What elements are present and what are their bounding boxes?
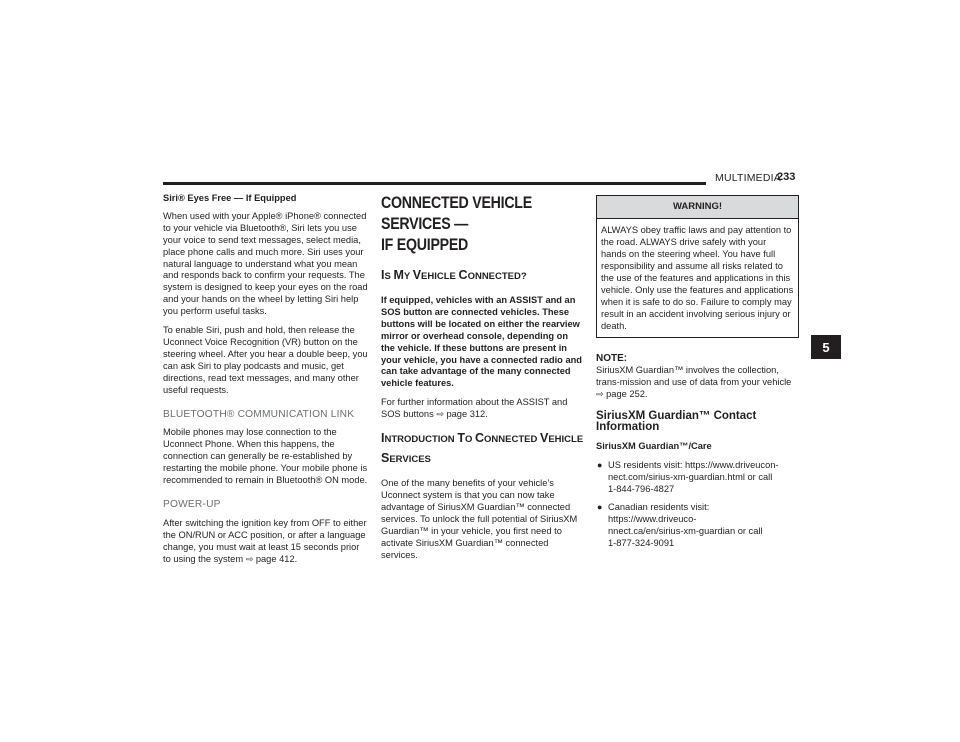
introduction-paragraph: One of the many benefits of your vehicle’s Uconnect system is that you can now take advantage of SiriusXM Guardian™ connected services. To unlock the full potential of SiriusXM Guardian™ in your vehicle, you first need to activate SiriusXM Guardian™ connected services. [381,478,578,560]
siri-paragraph-1: When used with your Apple® iPhone® connected to your vehicle via Bluetooth®, Siri lets you use your voice to send text messages, select media, place phone calls and much more. Siri uses your natural language to understand what you mean and responds back to confirm your requests. The system is designed to keep your eyes on the road and your hands on the wheel by letting Siri help you perform useful tasks. [163,210,368,317]
note-text: SiriusXM Guardian™ involves the collection, trans-mission and use of data from your vehicle [596,364,792,387]
power-up-paragraph [163,518,369,566]
connected-vehicle-bold-paragraph: If equipped, vehicles with an ASSIST and an SOS button are connected vehicles. These buttons will be located on either the rearview mirror or overhead console, depending on the vehicle. If these buttons are present in your vehicle, you have a connected radio and can take advantage of the many connected vehicle features. [381,295,582,389]
bluetooth-paragraph: Mobile phones may lose connection to the Uconnect Phone. When this happens, the connection can generally be re-established by restarting the mobile phone. Your mobile phone is recommended to remain in Bluetooth® ON mode. [163,427,368,486]
contact-information-heading: SiriusXM Guardian™ Contact Information [596,409,757,434]
column-right [596,195,799,556]
title-line-1: CONNECTED VEHICLE SERVICES — [381,194,532,233]
bullet-icon: ● [597,460,603,471]
introduction-heading: INTRODUCTION TO CONNECTED VEHICLE SERVICES [381,431,584,466]
header-rule [163,182,706,185]
guardian-care-heading: SiriusXM Guardian™/Care [596,441,712,452]
chapter-tab: 5 [811,335,841,359]
chapter-section-title [381,193,587,256]
power-up-text: After switching the ignition key from OFF to either the ON/RUN or ACC position, or after a language change, you must wait at least 15 seconds prior to using the system [163,517,367,564]
contact-list [596,460,799,549]
assist-sos-text: For further information about the ASSIST and SOS buttons [381,397,568,420]
column-middle [381,193,584,568]
assist-sos-paragraph [381,397,584,421]
note-label: NOTE: [596,352,628,364]
column-left [163,193,369,572]
page-reference-arrow-icon: ⇨ [245,553,254,564]
is-my-vehicle-connected-heading: IS MY VEHICLE CONNECTED? [381,268,527,282]
note-paragraph [596,365,799,401]
siri-heading: Siri® Eyes Free — If Equipped [163,193,297,203]
bullet-icon: ● [597,501,603,512]
power-up-page-ref[interactable]: page 412. [255,553,298,564]
assist-sos-page-ref[interactable]: page 312. [446,409,488,420]
list-item: ● US residents visit: https://www.driveucon- nect.com/sirius-xm-guardian.html or call 1-844-796-4827 [597,460,779,495]
page-reference-arrow-icon: ⇨ [596,388,604,399]
section-title: MULTIMEDIA [715,172,781,184]
page-reference-arrow-icon: ⇨ [436,409,444,420]
warning-title: WARNING! [597,196,798,218]
title-line-2: IF EQUIPPED [381,236,469,254]
list-item: ● Canadian residents visit: https://www.driveuco- nnect.ca/en/sirius-xm-guardian or call 1-877-324-9091 [597,501,763,548]
note-page-ref[interactable]: page 252. [606,388,648,399]
power-up-heading: POWER-UP [163,498,221,510]
page-number: 233 [777,171,796,183]
siri-paragraph-2: To enable Siri, push and hold, then release the Uconnect Voice Recognition (VR) button on the steering wheel. After you hear a double beep, you can ask Siri to play podcasts and music, get directions, read text messages, and many other useful requests. [163,325,368,395]
warning-box [596,195,799,338]
bluetooth-heading: BLUETOOTH® COMMUNICATION LINK [163,408,355,420]
warning-body: ALWAYS obey traffic laws and pay attention to the road. ALWAYS drive safely with your hands on the steering wheel. You have full responsibility and assume all risks related to the use of the features and applications in this vehicle. Only use the features and applications when it is safe to do so. Failure to comply may result in an accident involving serious injury or death. [597,218,798,337]
